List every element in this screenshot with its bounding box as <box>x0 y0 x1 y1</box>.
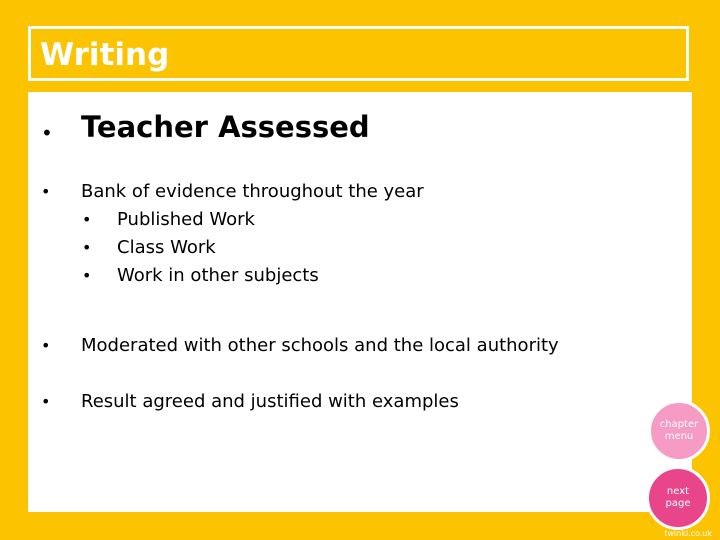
content-panel <box>28 92 692 512</box>
list-item: Result agreed and justified with examples <box>81 391 459 412</box>
list-item: Moderated with other schools and the local authority <box>81 335 559 356</box>
next-page-button[interactable] <box>646 466 710 530</box>
sub-list-item: Work in other subjects <box>117 265 319 286</box>
chapter-menu-button[interactable] <box>648 400 710 462</box>
sub-list-item: Class Work <box>117 237 216 258</box>
list-item: Bank of evidence throughout the year <box>81 181 424 202</box>
next-page-label: next page <box>665 486 691 509</box>
bullet-icon: • <box>41 336 51 355</box>
bullet-icon: • <box>41 121 53 145</box>
bullet-icon: • <box>82 266 92 285</box>
bullet-icon: • <box>82 238 92 257</box>
bullet-icon: • <box>82 210 92 229</box>
section-heading: Teacher Assessed <box>81 110 370 144</box>
sub-list-item: Published Work <box>117 209 255 230</box>
chapter-menu-label: chapter menu <box>659 419 699 442</box>
page-title: Writing <box>40 37 170 73</box>
bullet-icon: • <box>41 392 51 411</box>
footer-site: twinkl.co.uk <box>664 529 712 538</box>
title-bar <box>28 26 689 81</box>
bullet-icon: • <box>41 182 51 201</box>
